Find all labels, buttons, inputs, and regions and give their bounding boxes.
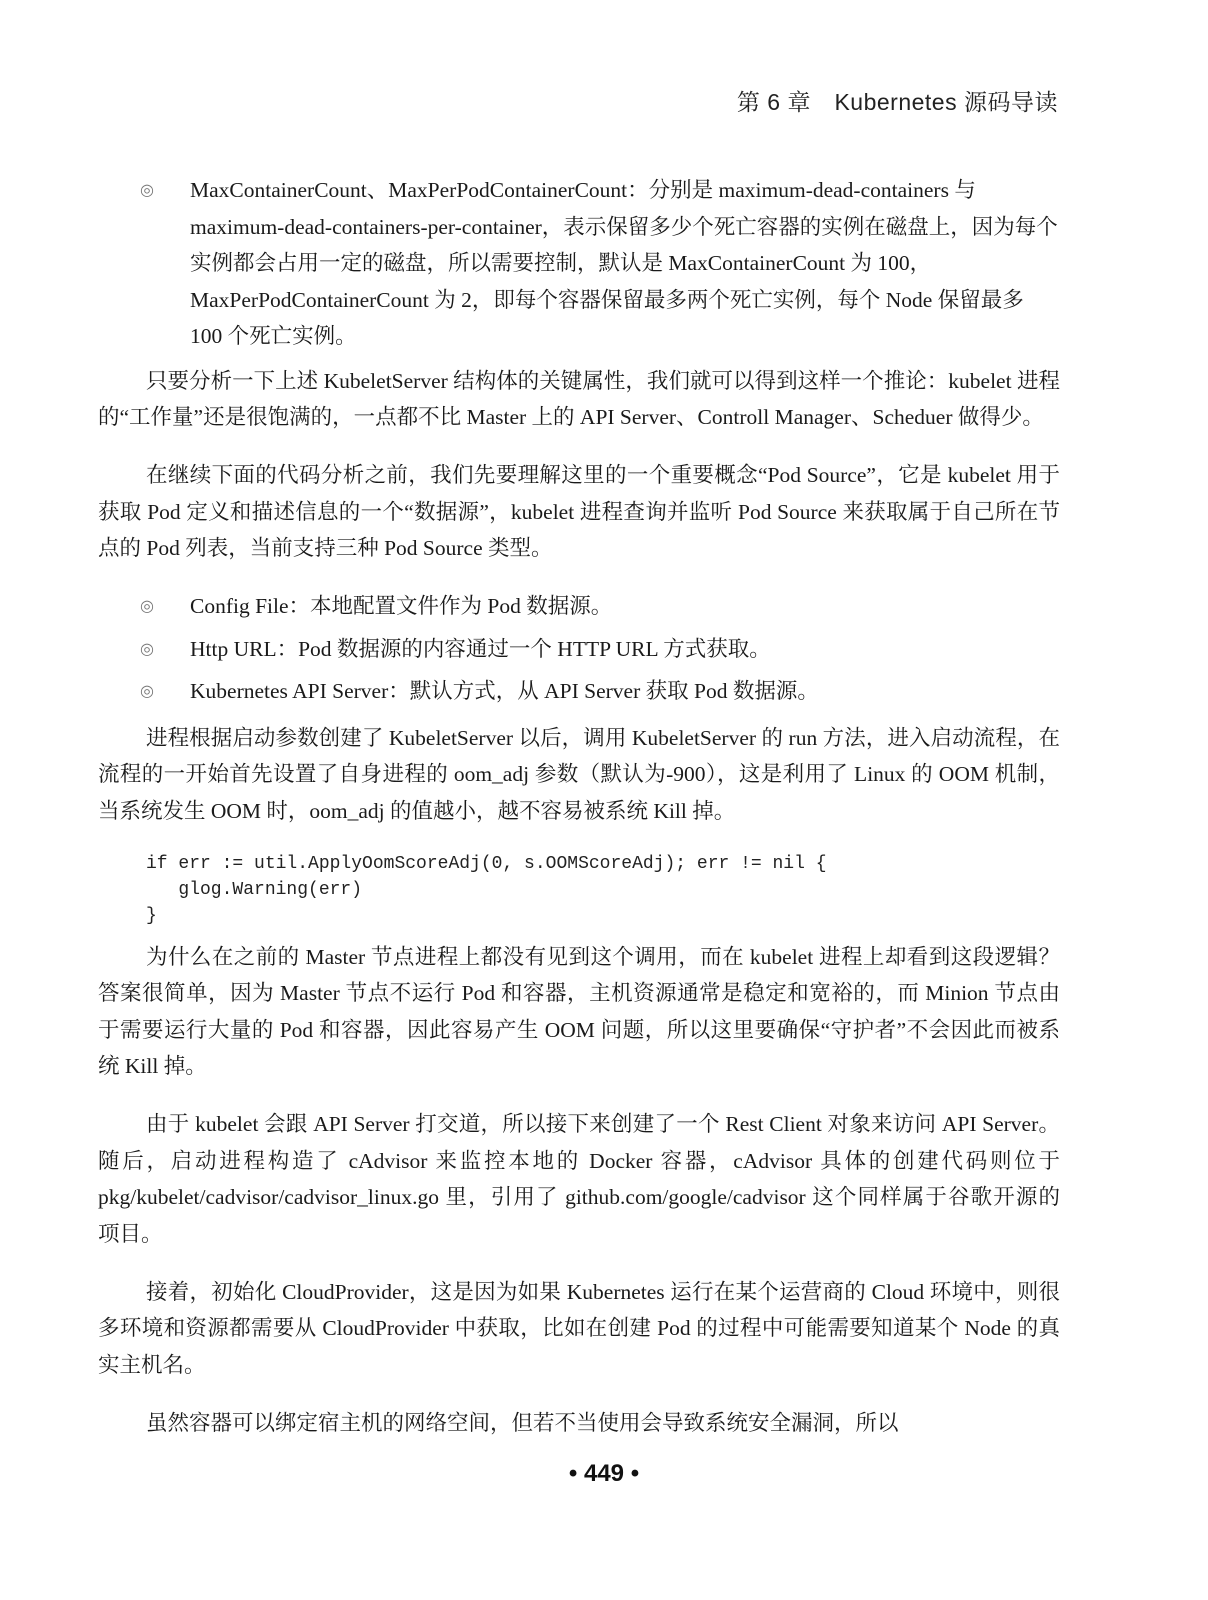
page-number: • 449 • bbox=[568, 1460, 640, 1487]
code-block bbox=[146, 851, 1060, 929]
paragraph-rest-client-cadvisor: 由于 kubelet 会跟 API Server 打交道，所以接下来创建了一个 Rest Client 对象来访问 API Server。随后，启动进程构造了 cAdvisor 来监控本地的 Docker 容器，cAdvisor 具体的创建代码则位于 pkg/kubelet/cadvisor/cadvisor_linux.go 里，引用了 github.com/google/cadvisor 这个同样属于谷歌开源的项目。 bbox=[98, 1112, 1060, 1246]
paragraph-oom-adj: 进程根据启动参数创建了 KubeletServer 以后，调用 KubeletServer 的 run 方法，进入启动流程，在流程的一开始首先设置了自身进程的 oom_adj 参数（默认为-900），这是利用了 Linux 的 OOM 机制，当系统发生 OOM 时，oom_adj 的值越小，越不容易被系统 Kill 掉。 bbox=[98, 725, 1060, 823]
bullet-text: Kubernetes API Server：默认方式，从 API Server 获取 Pod 数据源。 bbox=[190, 679, 819, 703]
paragraph-pod-source: 在继续下面的代码分析之前，我们先要理解这里的一个重要概念“Pod Source”，它是 kubelet 用于获取 Pod 定义和描述信息的一个“数据源”，kubelet 进程查询并监听 Pod Source 来获取属于自己所在节点的 Pod 列表，当前支持三种 Pod Source 类型。 bbox=[98, 463, 1060, 560]
paragraph-cloud-provider: 接着，初始化 CloudProvider，这是因为如果 Kubernetes 运行在某个运营商的 Cloud 环境中，则很多环境和资源都需要从 CloudProvider 中获取，比如在创建 Pod 的过程中可能需要知道某个 Node 的真实主机名。 bbox=[98, 1279, 1060, 1377]
bullet-max-container-count bbox=[98, 172, 1060, 355]
bullet-api-server bbox=[98, 673, 1060, 710]
paragraph-kubelet-workload: 只要分析一下上述 KubeletServer 结构体的关键属性，我们就可以得到这样一个推论：kubelet 进程的“工作量”还是很饱满的，一点都不比 Master 上的 API Server、Controll Manager、Scheduer 做得少。 bbox=[98, 368, 1060, 429]
code-line: } bbox=[146, 905, 157, 926]
code-line: glog.Warning(err) bbox=[146, 879, 363, 900]
bullet-text: MaxContainerCount、MaxPerPodContainerCount：分别是 maximum-dead-containers 与 maximum-dead-containers-per-container，表示保留多少个死亡容器的实例在磁盘上，因为每个实例都会占用一定的磁盘，所以需要控制，默认是 MaxContainerCount 为 100，MaxPerPodContainerCount 为 2，即每个容器保留最多两个死亡实例，每个 Node 保留最多 100 个死亡实例。 bbox=[190, 178, 1058, 348]
bullet-config-file bbox=[98, 588, 1060, 625]
bullet-text: Config File：本地配置文件作为 Pod 数据源。 bbox=[190, 594, 613, 618]
bullet-circle-icon: ◎ bbox=[140, 681, 154, 700]
page-body bbox=[98, 172, 1060, 1463]
chapter-header: 第 6 章 Kubernetes 源码导读 bbox=[736, 89, 1058, 115]
bullet-circle-icon: ◎ bbox=[140, 180, 154, 199]
code-line: if err := util.ApplyOomScoreAdj(0, s.OOMScoreAdj); err != nil { bbox=[146, 853, 827, 874]
bullet-http-url bbox=[98, 631, 1060, 668]
paragraph-network-namespace: 虽然容器可以绑定宿主机的网络空间，但若不当使用会导致系统安全漏洞，所以 bbox=[146, 1410, 899, 1435]
bullet-circle-icon: ◎ bbox=[140, 638, 154, 658]
bullet-circle-icon: ◎ bbox=[140, 596, 154, 615]
bullet-text: Http URL：Pod 数据源的内容通过一个 HTTP URL 方式获取。 bbox=[190, 636, 771, 661]
paragraph-master-vs-minion: 为什么在之前的 Master 节点进程上都没有见到这个调用，而在 kubelet 进程上却看到这段逻辑？答案很简单，因为 Master 节点不运行 Pod 和容器，主机资源通常是稳定和宽裕的，而 Minion 节点由于需要运行大量的 Pod 和容器，因此容易产生 OOM 问题，所以这里要确保“守护者”不会因此而被系统 Kill 掉。 bbox=[98, 944, 1060, 1078]
